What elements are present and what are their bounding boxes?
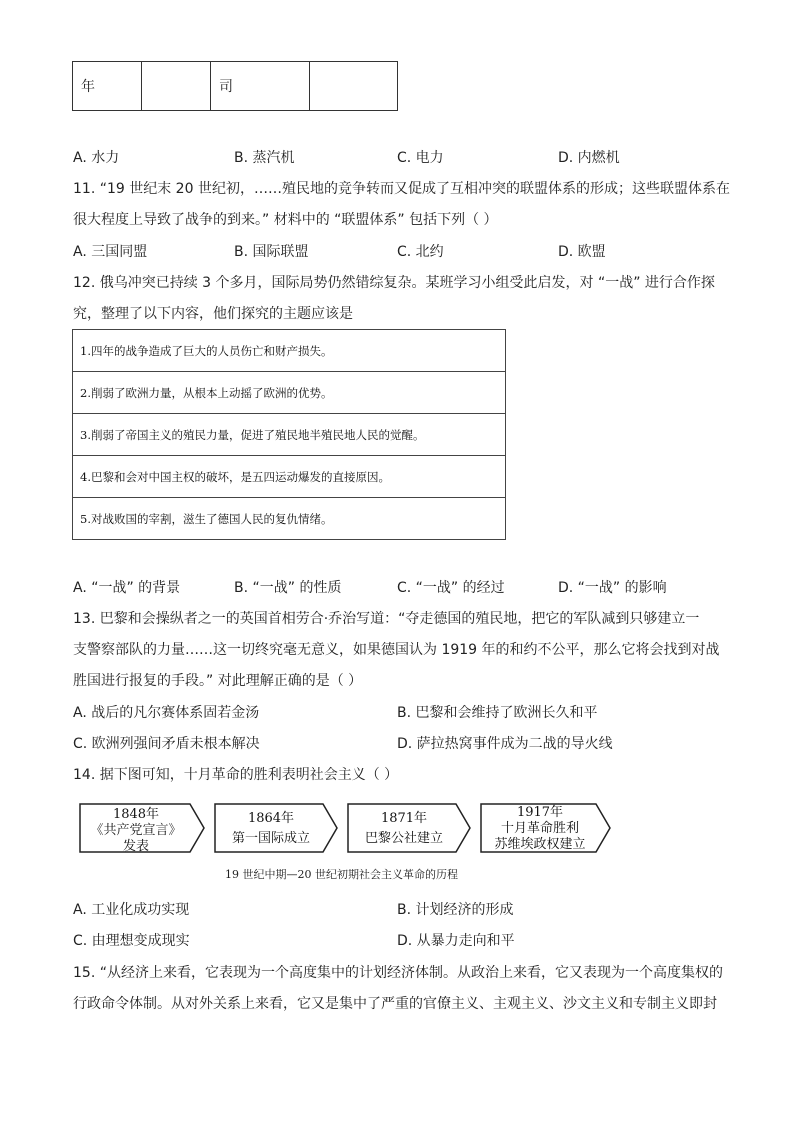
- q14-option-b: B. 计划经济的形成: [397, 902, 514, 918]
- q10-option-b: B. 蒸汽机: [234, 150, 295, 166]
- q12-stem-line2: 究，整理了以下内容，他们探究的主题应该是: [73, 306, 353, 322]
- table-row: 2.削弱了欧洲力量，从根本上动摇了欧洲的优势。: [73, 372, 506, 414]
- timeline-step-1848: [80, 804, 204, 854]
- step-year: 1917年: [516, 805, 564, 820]
- q10-option-a: A. 水力: [73, 150, 120, 166]
- step-year: 1848年: [112, 807, 160, 822]
- q15-stem-line1: 15. “从经济上来看，它表现为一个高度集中的计划经济体制。从政治上来看，它又表现为一个高度集权的: [73, 965, 723, 981]
- table-row: 5.对战败国的宰割，滋生了德国人民的复仇情绪。: [73, 498, 506, 540]
- top-table-fragment: [72, 61, 398, 111]
- q10-option-c: C. 电力: [397, 150, 444, 166]
- step-text: 苏维埃政权建立: [494, 837, 586, 852]
- q12-option-b: B. “一战” 的性质: [234, 580, 342, 596]
- table-row: 4.巴黎和会对中国主权的破坏，是五四运动爆发的直接原因。: [73, 456, 506, 498]
- q13-stem-line1: 13. 巴黎和会操纵者之一的英国首相劳合·乔治写道：“夺走德国的殖民地，把它的军队减到只够建立一: [73, 611, 700, 627]
- q13-option-d: D. 萨拉热窝事件成为二战的导火线: [397, 736, 613, 752]
- q14-option-d: D. 从暴力走向和平: [397, 933, 515, 949]
- q11-option-d: D. 欧盟: [558, 244, 606, 260]
- table-cell: 司: [211, 62, 310, 111]
- q12-option-d: D. “一战” 的影响: [558, 580, 667, 596]
- q12-content-table: [72, 329, 506, 540]
- q12-option-a: A. “一战” 的背景: [73, 580, 181, 596]
- table-row: 1.四年的战争造成了巨大的人员伤亡和财产损失。: [73, 330, 506, 372]
- q13-option-c: C. 欧洲列强间矛盾未根本解决: [73, 736, 260, 752]
- timeline-step-1917: [481, 804, 610, 852]
- q10-option-d: D. 内燃机: [558, 150, 620, 166]
- socialist-revolution-timeline-figure: [78, 800, 618, 870]
- q11-stem-line1: 11. “19 世纪末 20 世纪初，……殖民地的竞争转而又促成了互相冲突的联盟体系的形成；这些联盟体系在: [73, 181, 730, 197]
- q14-option-c: C. 由理想变成现实: [73, 933, 190, 949]
- table-row: 3.削弱了帝国主义的殖民力量，促进了殖民地半殖民地人民的觉醒。: [73, 414, 506, 456]
- step-text: 第一国际成立: [231, 831, 311, 846]
- table-cell: [310, 62, 398, 111]
- q13-stem-line2: 支警察部队的力量……这一切终究毫无意义，如果德国认为 1919 年的和约不公平，那么它将会找到对战: [73, 642, 720, 658]
- q14-option-a: A. 工业化成功实现: [73, 902, 190, 918]
- table-cell: [142, 62, 211, 111]
- step-year: 1871年: [380, 811, 428, 826]
- step-text: 巴黎公社建立: [364, 831, 444, 846]
- table-cell: 年: [73, 62, 142, 111]
- q11-option-b: B. 国际联盟: [234, 244, 309, 260]
- step-year: 1864年: [247, 811, 295, 826]
- q13-option-a: A. 战后的凡尔赛体系固若金汤: [73, 705, 260, 721]
- q12-option-c: C. “一战” 的经过: [397, 580, 505, 596]
- q13-option-b: B. 巴黎和会维持了欧洲长久和平: [397, 705, 598, 721]
- q15-stem-line2: 行政命令体制。从对外关系上来看，它又是集中了严重的官僚主义、主观主义、沙文主义和专制主义即封: [73, 996, 717, 1012]
- step-text: 发表: [122, 839, 150, 854]
- q11-stem-line2: 很大程度上导致了战争的到来。” 材料中的 “联盟体系” 包括下列（ ）: [73, 212, 498, 228]
- figure-caption: 19 世纪中期—20 世纪初期社会主义革命的历程: [225, 868, 458, 881]
- step-text: 《共产党宣言》: [90, 823, 182, 838]
- timeline-step-1871: [348, 804, 470, 852]
- q13-stem-line3: 胜国进行报复的手段。” 对此理解正确的是（ ）: [73, 673, 363, 689]
- timeline-step-1864: [215, 804, 337, 852]
- q11-option-a: A. 三国同盟: [73, 244, 148, 260]
- q11-option-c: C. 北约: [397, 244, 444, 260]
- q12-stem-line1: 12. 俄乌冲突已持续 3 个多月，国际局势仍然错综复杂。某班学习小组受此启发，对 “一战” 进行合作探: [73, 275, 715, 291]
- step-text: 十月革命胜利: [500, 821, 580, 836]
- q14-stem-line1: 14. 据下图可知，十月革命的胜利表明社会主义（ ）: [73, 767, 399, 783]
